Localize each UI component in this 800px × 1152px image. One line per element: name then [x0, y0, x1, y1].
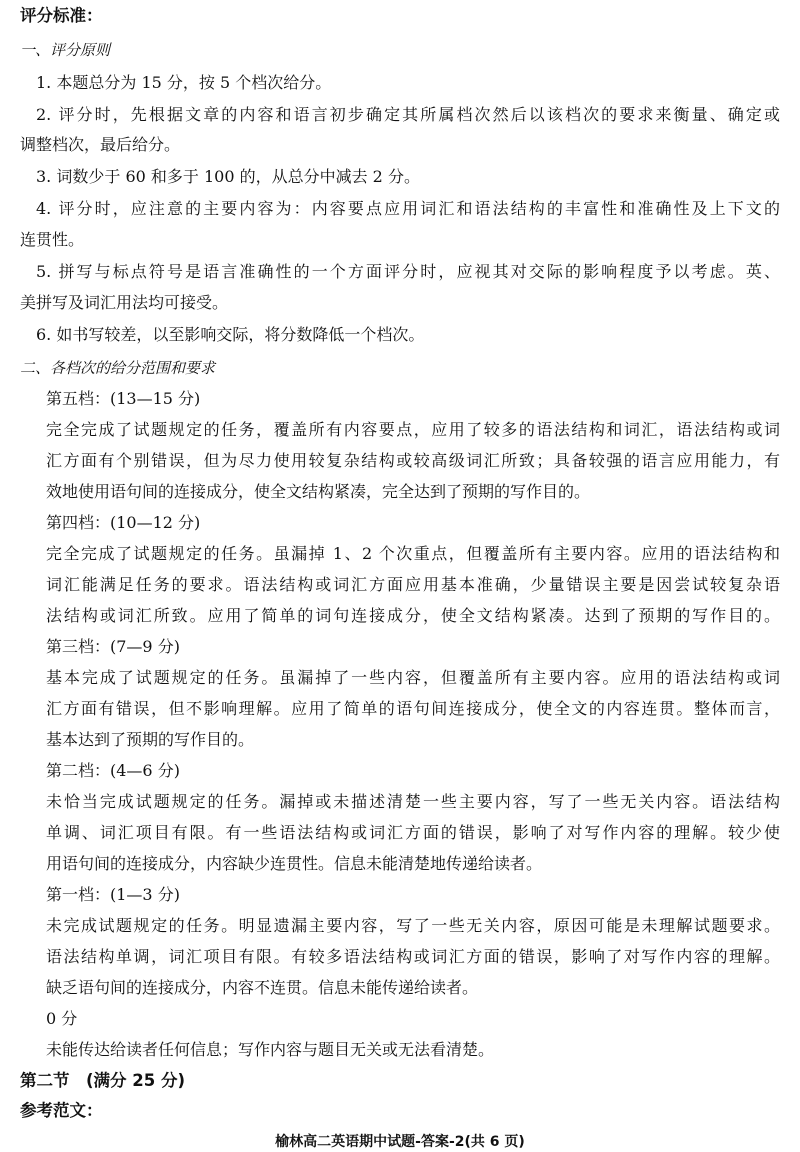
tier-line: 汇方面有个别错误，但为尽力使用较复杂结构或较高级词汇所致；具备较强的语言应用能力，有: [46, 451, 780, 470]
tier-line: 未恰当完成试题规定的任务。漏掉或未描述清楚一些主要内容，写了一些无关内容。语法结构: [46, 792, 780, 811]
tier-line: 用语句间的连接成分，内容缺少连贯性。信息未能清楚地传递给读者。: [46, 854, 543, 873]
tier-title: 第五档：(13—15 分): [46, 389, 201, 408]
tier-line: 未能传达给读者任何信息；写作内容与题目无关或无法看清楚。: [46, 1040, 495, 1059]
tier-title: 第一档：(1—3 分): [46, 885, 180, 904]
tier-line: 单调、词汇项目有限。有一些语法结构或词汇方面的错误，影响了对写作内容的理解。较少使: [46, 823, 780, 842]
tier-line: 完全完成了试题规定的任务。虽漏掉 1、2 个次重点，但覆盖所有主要内容。应用的语法结构和: [46, 544, 780, 563]
section-one-heading: 一、评分原则: [20, 41, 111, 59]
section-two-heading: 二、各档次的给分范围和要求: [20, 359, 216, 377]
tier-title: 第四档：(10—12 分): [46, 513, 201, 532]
rule-line: 美拼写及词汇用法均可接受。: [20, 293, 229, 312]
tier-title: 第二档：(4—6 分): [46, 761, 180, 780]
tier-title: 0 分: [46, 1009, 78, 1028]
page-footer: 榆林高二英语期中试题-答案-2(共 6 页): [275, 1134, 525, 1150]
rule-line: 5. 拼写与标点符号是语言准确性的一个方面评分时，应视其对交际的影响程度予以考虑。英、: [36, 262, 780, 281]
rule-line: 1. 本题总分为 15 分，按 5 个档次给分。: [36, 73, 332, 92]
rule-line: 3. 词数少于 60 和多于 100 的，从总分中减去 2 分。: [36, 167, 420, 186]
rule-line: 2. 评分时，先根据文章的内容和语言初步确定其所属档次然后以该档次的要求来衡量、确定或: [36, 105, 780, 124]
tier-line: 词汇能满足任务的要求。语法结构或词汇方面应用基本准确，少量错误主要是因尝试较复杂语: [46, 575, 780, 594]
page-title: 评分标准：: [20, 6, 103, 25]
rule-line: 4. 评分时，应注意的主要内容为：内容要点应用词汇和语法结构的丰富性和准确性及上下文的: [36, 199, 780, 218]
tier-line: 语法结构单调，词汇项目有限。有较多语法结构或词汇方面的错误，影响了对写作内容的理解。: [46, 947, 780, 966]
sample-label: 参考范文：: [20, 1101, 103, 1120]
rule-line: 6. 如书写较差，以至影响交际，将分数降低一个档次。: [36, 325, 425, 344]
tier-line: 未完成试题规定的任务。明显遗漏主要内容，写了一些无关内容，原因可能是未理解试题要求。: [46, 916, 780, 935]
tier-line: 完全完成了试题规定的任务，覆盖所有内容要点，应用了较多的语法结构和词汇，语法结构或词: [46, 420, 780, 439]
rule-line: 调整档次，最后给分。: [20, 135, 181, 154]
tier-title: 第三档：(7—9 分): [46, 637, 180, 656]
tier-line: 基本完成了试题规定的任务。虽漏掉了一些内容，但覆盖所有主要内容。应用的语法结构或词: [46, 668, 780, 687]
rule-line: 连贯性。: [20, 230, 85, 249]
tier-line: 汇方面有错误，但不影响理解。应用了简单的语句间连接成分，使全文的内容连贯。整体而言，: [46, 699, 780, 718]
tier-line: 效地使用语句间的连接成分，使全文结构紧凑，完全达到了预期的写作目的。: [46, 482, 591, 501]
tier-line: 基本达到了预期的写作目的。: [46, 730, 255, 749]
tier-line: 法结构或词汇所致。应用了简单的词句连接成分，使全文结构紧凑。达到了预期的写作目的。: [46, 606, 780, 625]
part-two-heading: 第二节 (满分 25 分): [20, 1071, 186, 1090]
tier-line: 缺乏语句间的连接成分，内容不连贯。信息未能传递给读者。: [46, 978, 479, 997]
